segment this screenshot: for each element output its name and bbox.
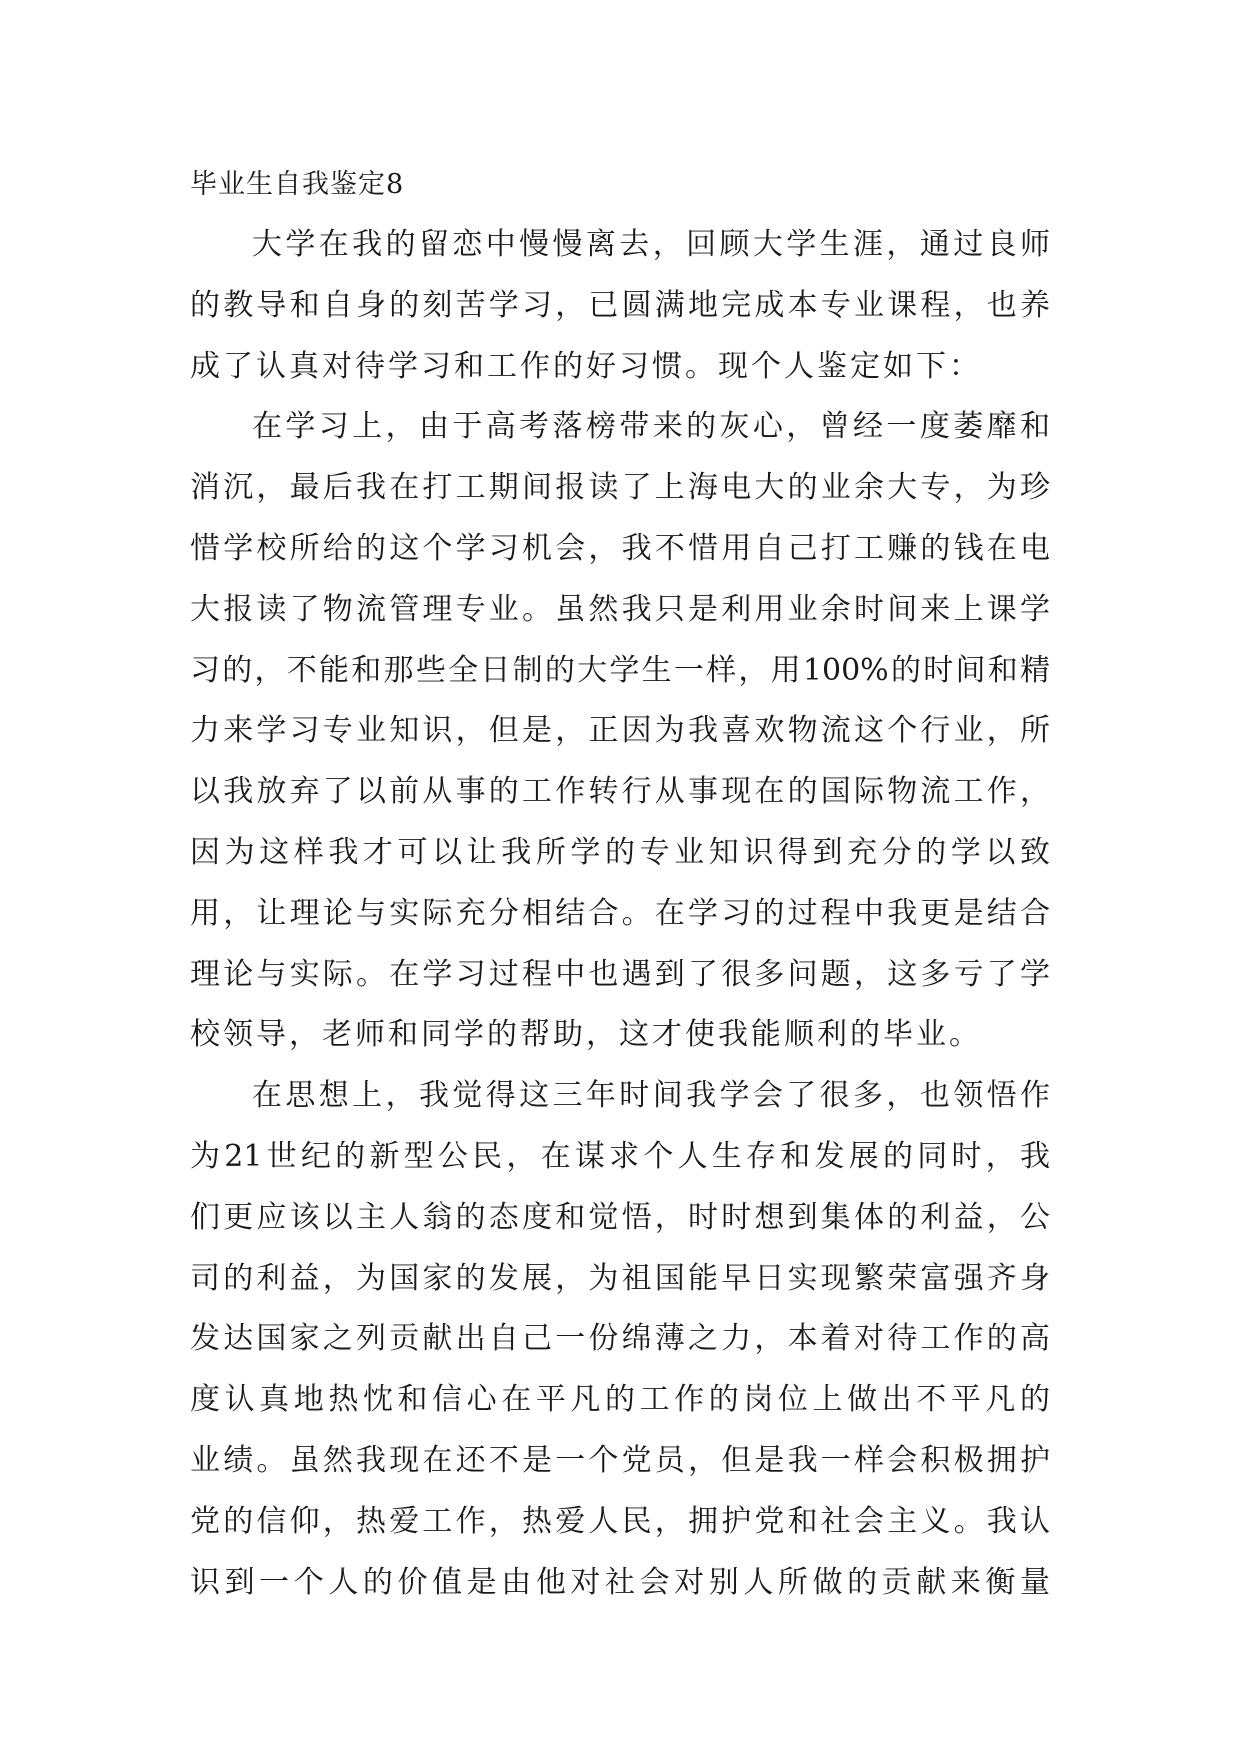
paragraph-line: 业绩。虽然我现在还不是一个党员，但是我一样会积极拥护: [190, 1442, 1050, 1478]
paragraph-line: 度认真地热忱和信心在平凡的工作的岗位上做出不平凡的: [190, 1382, 1050, 1418]
paragraph-line: 大学在我的留恋中慢慢离去，回顾大学生涯，通过良师: [252, 227, 1050, 262]
paragraph-line: 们更应该以主人翁的态度和觉悟，时时想到集体的利益，公: [190, 1199, 1050, 1235]
paragraph-line: 理论与实际。在学习过程中也遇到了很多问题，这多亏了学: [190, 956, 1050, 992]
document-body: [190, 155, 1050, 1613]
paragraph-line: 以我放弃了以前从事的工作转行从事现在的国际物流工作，: [190, 774, 1050, 810]
paragraph-line: 因为这样我才可以让我所学的专业知识得到充分的学以致: [190, 834, 1050, 870]
paragraph-line: 惜学校所给的这个学习机会，我不惜用自己打工赚的钱在电: [190, 530, 1050, 566]
paragraph-line: 司的利益，为国家的发展，为祖国能早日实现繁荣富强齐身: [190, 1260, 1050, 1296]
paragraph-line: 习的，不能和那些全日制的大学生一样，用100%的时间和精: [190, 652, 1050, 688]
paragraph-line: 识到一个人的价值是由他对社会对别人所做的贡献来衡量: [190, 1564, 1050, 1600]
paragraph-line: 消沉，最后我在打工期间报读了上海电大的业余大专，为珍: [190, 470, 1050, 506]
paragraph-line: 校领导，老师和同学的帮助，这才使我能顺利的毕业。: [190, 1017, 982, 1053]
paragraph-line: 在思想上，我觉得这三年时间我学会了很多，也领悟作: [252, 1078, 1050, 1114]
paragraph-line: 大报读了物流管理专业。虽然我只是利用业余时间来上课学: [190, 591, 1050, 627]
paragraph-line: 在学习上，由于高考落榜带来的灰心，曾经一度萎靡和: [252, 409, 1050, 445]
paragraph-line: 用，让理论与实际充分相结合。在学习的过程中我更是结合: [190, 895, 1050, 931]
paragraph-line: 为21世纪的新型公民，在谋求个人生存和发展的同时，我: [190, 1138, 1050, 1174]
paragraph-line: 党的信仰，热爱工作，热爱人民，拥护党和社会主义。我认: [190, 1503, 1050, 1539]
paragraph-line: 发达国家之列贡献出自己一份绵薄之力，本着对待工作的高: [190, 1321, 1050, 1357]
paragraph-line: 成了认真对待学习和工作的好习惯。现个人鉴定如下：: [190, 348, 982, 384]
paragraph-line: 的教导和自身的刻苦学习，已圆满地完成本专业课程，也养: [190, 287, 1050, 323]
document-title: 毕业生自我鉴定8: [190, 169, 405, 200]
paragraph-line: 力来学习专业知识，但是，正因为我喜欢物流这个行业，所: [190, 713, 1050, 749]
